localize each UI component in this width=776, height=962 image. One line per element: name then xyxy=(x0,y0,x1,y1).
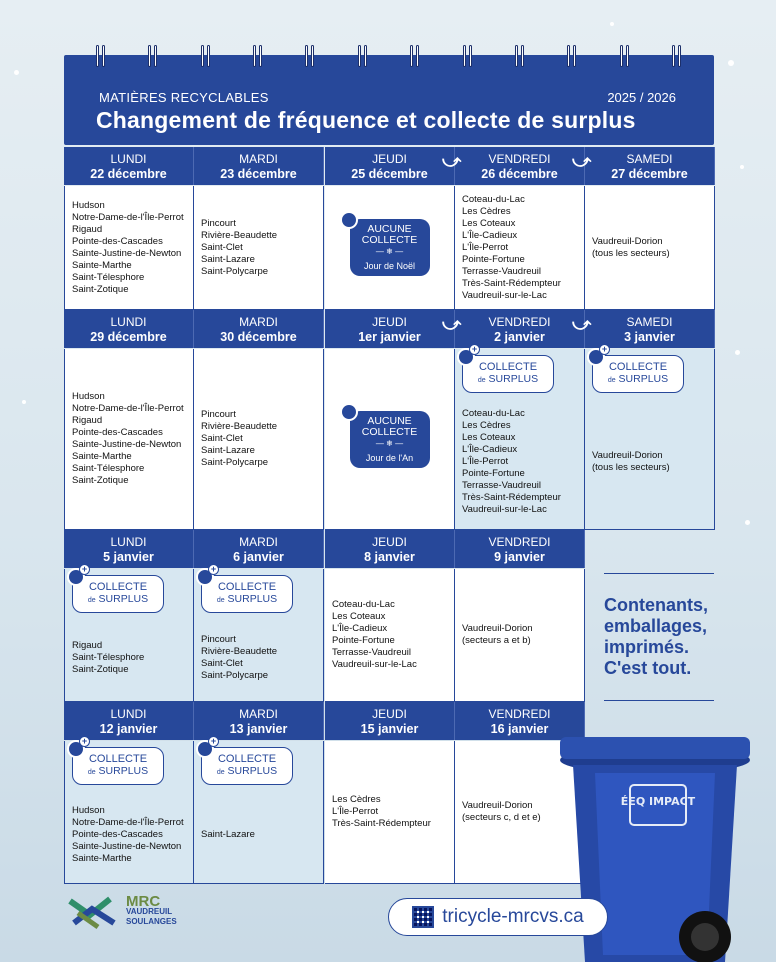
bin-brand: ÉEQ IMPACT xyxy=(620,795,696,808)
town-name: Pointe-des-Cascades xyxy=(72,829,163,840)
day-header xyxy=(64,530,194,568)
plus-icon: + xyxy=(469,344,480,355)
day-name: VENDREDI xyxy=(488,315,551,329)
day-header xyxy=(194,147,324,185)
day-cell xyxy=(325,741,455,884)
website-url[interactable]: tricycle-mrcvs.ca xyxy=(442,906,584,927)
town-name: Saint-Clet xyxy=(201,241,243,253)
day-cell xyxy=(64,349,194,530)
day-header xyxy=(194,530,324,568)
day-date: 23 décembre xyxy=(220,167,297,181)
town-name: Vaudreuil-Dorion xyxy=(592,235,663,247)
day-date: 13 janvier xyxy=(229,722,288,736)
day-header xyxy=(585,147,715,185)
town-name: L'Île-Cadieux xyxy=(332,623,388,634)
town-name: Pointe-Fortune xyxy=(332,635,395,646)
town-name: Pincourt xyxy=(201,217,236,229)
tagline-divider-top xyxy=(604,573,714,574)
day-date: 15 janvier xyxy=(360,722,419,736)
mrc-logo xyxy=(68,893,177,931)
town-name: Sainte-Justine-de-Newton xyxy=(72,247,182,259)
surplus-de: de xyxy=(216,769,225,776)
town-name: Saint-Zotique xyxy=(72,475,129,486)
surplus-collection-badge xyxy=(72,564,164,613)
surplus-de: de xyxy=(216,597,225,604)
day-header xyxy=(64,702,194,740)
no-collect-l2: COLLECTE xyxy=(361,425,418,438)
logo-mrc: MRC xyxy=(126,893,161,910)
town-name: Pincourt xyxy=(201,634,236,645)
surplus-l1: COLLECTE xyxy=(478,361,538,373)
town-name: Saint-Zotique xyxy=(72,283,129,295)
shift-arrow-icon: ⤻ xyxy=(572,314,592,334)
surplus-collection-badge xyxy=(201,564,293,613)
town-name: Saint-Télesphore xyxy=(72,652,145,663)
surplus-de: de xyxy=(87,769,96,776)
town-name: Les Cèdres xyxy=(462,420,511,431)
town-name: Notre-Dame-de-l'Île-Perrot xyxy=(72,403,184,414)
town-list xyxy=(201,829,316,841)
day-name: LUNDI xyxy=(110,535,147,549)
shift-arrow-icon: ⤻ xyxy=(572,151,592,171)
town-name: Pointe-Fortune xyxy=(462,468,525,479)
town-name: (secteurs a et b) xyxy=(462,635,531,646)
day-cell xyxy=(585,186,715,310)
town-list xyxy=(201,634,316,682)
town-name: Pincourt xyxy=(201,409,236,420)
town-name: L'Île-Perrot xyxy=(332,806,379,817)
bin-icon xyxy=(340,403,358,421)
day-name: SAMEDI xyxy=(626,315,673,329)
town-name: Très-Saint-Rédempteur xyxy=(462,277,561,289)
day-header xyxy=(325,147,455,185)
day-date: 30 décembre xyxy=(220,330,297,344)
town-list xyxy=(592,450,707,474)
town-name: (tous les secteurs) xyxy=(592,462,670,473)
day-cell xyxy=(64,564,194,702)
shift-arrow-icon: ⤻ xyxy=(442,151,462,171)
day-header xyxy=(64,310,194,348)
surplus-collection-badge xyxy=(462,344,554,393)
town-name: Saint-Lazare xyxy=(201,829,255,840)
town-name: Notre-Dame-de-l'Île-Perrot xyxy=(72,211,184,223)
kicker: MATIÈRES RECYCLABLES xyxy=(99,90,269,105)
town-list xyxy=(462,408,577,516)
town-list xyxy=(72,805,186,865)
town-name: Saint-Polycarpe xyxy=(201,670,269,681)
no-collection-badge xyxy=(350,411,430,468)
town-name: Sainte-Marthe xyxy=(72,259,132,271)
no-collect-l2: COLLECTE xyxy=(361,234,418,246)
surplus-l2: SURPLUS xyxy=(227,593,278,605)
snowflake-icon: — ❄ — xyxy=(375,438,404,448)
surplus-l2: SURPLUS xyxy=(98,593,149,605)
town-name: Saint-Télesphore xyxy=(72,463,145,474)
day-cell xyxy=(455,569,585,702)
town-name: Sainte-Justine-de-Newton xyxy=(72,841,182,852)
day-date: 16 janvier xyxy=(490,722,549,736)
town-name: Saint-Zotique xyxy=(72,664,129,675)
day-cell xyxy=(455,186,585,310)
qr-code-icon xyxy=(412,906,434,928)
surplus-collection-badge xyxy=(72,736,164,785)
surplus-l1: COLLECTE xyxy=(88,581,148,593)
town-list xyxy=(592,236,707,260)
day-cell xyxy=(194,349,324,530)
town-name: L'Île-Perrot xyxy=(462,241,509,253)
logo-line1: VAUDREUIL xyxy=(126,907,173,916)
no-collect-l1: AUCUNE xyxy=(367,414,412,427)
day-header xyxy=(585,310,715,348)
day-cell xyxy=(194,564,324,702)
plus-icon: + xyxy=(208,564,219,575)
surplus-l2: SURPLUS xyxy=(98,765,149,777)
town-name: L'Île-Cadieux xyxy=(462,229,518,241)
day-cell xyxy=(64,186,194,310)
day-name: VENDREDI xyxy=(488,152,551,166)
town-name: Coteau-du-Lac xyxy=(462,408,525,419)
town-name: Pointe-des-Cascades xyxy=(72,427,163,438)
surplus-l2: SURPLUS xyxy=(227,765,278,777)
day-date: 1er janvier xyxy=(358,330,421,344)
town-name: Très-Saint-Rédempteur xyxy=(332,818,431,829)
plus-icon: + xyxy=(79,736,90,747)
town-list xyxy=(462,623,577,647)
day-date: 27 décembre xyxy=(611,167,688,181)
day-header xyxy=(194,310,324,348)
town-name: Vaudreuil-sur-le-Lac xyxy=(462,504,547,515)
town-name: Saint-Polycarpe xyxy=(201,457,269,468)
tagline-line: emballages, xyxy=(604,616,708,636)
town-name: Terrasse-Vaudreuil xyxy=(332,647,412,658)
day-cell xyxy=(64,736,194,884)
town-name: Les Coteaux xyxy=(462,432,516,443)
day-date: 6 janvier xyxy=(233,550,284,564)
day-date: 25 décembre xyxy=(351,167,428,181)
town-name: Hudson xyxy=(72,805,105,816)
town-name: Terrasse-Vaudreuil xyxy=(462,265,542,277)
holiday-name: Jour de l'An xyxy=(365,452,414,463)
surplus-l2: SURPLUS xyxy=(488,373,539,385)
day-date: 8 janvier xyxy=(364,550,415,564)
town-name: (secteurs c, d et e) xyxy=(462,812,541,823)
town-name: Coteau-du-Lac xyxy=(332,599,395,610)
day-date: 22 décembre xyxy=(90,167,167,181)
day-date: 26 décembre xyxy=(481,167,558,181)
town-list xyxy=(72,200,186,296)
town-name: Rigaud xyxy=(72,223,103,235)
page-title: Changement de fréquence et collecte de surplus xyxy=(96,107,636,133)
surplus-l1: COLLECTE xyxy=(608,361,668,373)
no-collect-l1: AUCUNE xyxy=(367,223,412,235)
surplus-de: de xyxy=(607,377,616,384)
day-date: 29 décembre xyxy=(90,330,167,344)
logo-line2: SOULANGES xyxy=(126,917,177,926)
day-name: MARDI xyxy=(239,535,278,549)
surplus-collection-badge xyxy=(592,344,684,393)
town-name: Sainte-Marthe xyxy=(72,451,132,462)
town-name: Rigaud xyxy=(72,640,103,651)
no-collection-badge xyxy=(350,219,430,276)
town-list xyxy=(201,218,316,278)
town-name: Les Cèdres xyxy=(462,205,511,217)
day-name: VENDREDI xyxy=(488,707,551,721)
tagline xyxy=(604,595,708,679)
town-name: Saint-Lazare xyxy=(201,445,255,456)
town-name: Très-Saint-Rédempteur xyxy=(462,492,561,503)
town-name: Rivière-Beaudette xyxy=(201,229,278,241)
town-name: Sainte-Justine-de-Newton xyxy=(72,439,182,450)
day-name: SAMEDI xyxy=(626,152,673,166)
plus-icon: + xyxy=(599,344,610,355)
tagline-line: imprimés. xyxy=(604,637,690,657)
day-date: 9 janvier xyxy=(494,550,545,564)
day-name: JEUDI xyxy=(372,535,407,549)
binder-rings xyxy=(64,45,714,75)
surplus-de: de xyxy=(87,597,96,604)
day-name: JEUDI xyxy=(372,707,407,721)
day-date: 12 janvier xyxy=(99,722,158,736)
surplus-l1: COLLECTE xyxy=(88,753,148,765)
surplus-collection-badge xyxy=(201,736,293,785)
day-date: 2 janvier xyxy=(494,330,545,344)
day-name: MARDI xyxy=(239,707,278,721)
day-date: 3 janvier xyxy=(624,330,675,344)
town-name: Pointe-des-Cascades xyxy=(72,235,163,247)
surplus-l2: SURPLUS xyxy=(618,373,669,385)
day-cell xyxy=(325,186,455,310)
town-list xyxy=(332,794,447,830)
day-name: JEUDI xyxy=(372,315,407,329)
town-list xyxy=(72,391,186,487)
day-header xyxy=(325,310,455,348)
town-name: Les Coteaux xyxy=(462,217,516,229)
town-name: Vaudreuil-sur-le-Lac xyxy=(462,289,547,301)
town-name: Saint-Télesphore xyxy=(72,271,145,283)
day-name: LUNDI xyxy=(110,707,147,721)
surplus-l1: COLLECTE xyxy=(217,753,277,765)
day-cell xyxy=(585,344,715,530)
tagline-line: C'est tout. xyxy=(604,658,692,678)
day-name: MARDI xyxy=(239,152,278,166)
town-name: Saint-Clet xyxy=(201,433,243,444)
day-header xyxy=(455,147,585,185)
day-date: 5 janvier xyxy=(103,550,154,564)
town-name: Notre-Dame-de-l'Île-Perrot xyxy=(72,817,184,828)
tagline-line: Contenants, xyxy=(604,595,709,615)
town-name: Vaudreuil-Dorion xyxy=(592,450,663,461)
town-name: Saint-Polycarpe xyxy=(201,265,269,277)
town-name: L'Île-Perrot xyxy=(462,456,509,467)
day-header xyxy=(64,147,194,185)
day-cell xyxy=(455,344,585,530)
plus-icon: + xyxy=(208,736,219,747)
day-cell xyxy=(325,349,455,530)
town-name: Saint-Clet xyxy=(201,658,243,669)
town-list xyxy=(462,194,577,302)
plus-icon: + xyxy=(79,564,90,575)
surplus-l1: COLLECTE xyxy=(217,581,277,593)
day-cell xyxy=(194,736,324,884)
town-list xyxy=(72,640,186,676)
town-name: Rigaud xyxy=(72,415,103,426)
town-list xyxy=(201,409,316,469)
town-name: (tous les secteurs) xyxy=(592,247,670,259)
town-name: Coteau-du-Lac xyxy=(462,193,525,205)
day-cell xyxy=(325,569,455,702)
town-name: Saint-Lazare xyxy=(201,253,255,265)
day-header xyxy=(455,310,585,348)
town-name: Pointe-Fortune xyxy=(462,253,525,265)
tagline-divider-bottom xyxy=(604,700,714,701)
day-name: JEUDI xyxy=(372,152,407,166)
day-header xyxy=(325,530,455,568)
day-name: MARDI xyxy=(239,315,278,329)
day-header xyxy=(194,702,324,740)
bin-icon xyxy=(340,211,358,229)
town-name: Hudson xyxy=(72,391,105,402)
day-cell xyxy=(194,186,324,310)
town-name: Vaudreuil-Dorion xyxy=(462,800,533,811)
shift-arrow-icon: ⤻ xyxy=(442,314,462,334)
town-name: Hudson xyxy=(72,199,105,211)
town-name: Les Cèdres xyxy=(332,794,381,805)
holiday-name: Jour de Noël xyxy=(363,261,416,271)
website-link[interactable] xyxy=(388,898,608,936)
day-name: LUNDI xyxy=(110,152,147,166)
surplus-de: de xyxy=(477,377,486,384)
town-name: Sainte-Marthe xyxy=(72,853,132,864)
mrc-mark-icon xyxy=(68,893,120,931)
snowflake-icon: — ❄ — xyxy=(375,247,404,256)
town-list xyxy=(332,599,447,671)
day-name: VENDREDI xyxy=(488,535,551,549)
town-name: Rivière-Beaudette xyxy=(201,646,278,657)
town-name: Vaudreuil-Dorion xyxy=(462,623,533,634)
town-name: Les Coteaux xyxy=(332,611,386,622)
town-name: Rivière-Beaudette xyxy=(201,421,278,432)
town-name: L'Île-Cadieux xyxy=(462,444,518,455)
day-header xyxy=(325,702,455,740)
year: 2025 / 2026 xyxy=(607,90,676,105)
town-name: Vaudreuil-sur-le-Lac xyxy=(332,659,417,670)
day-header xyxy=(455,530,585,568)
town-name: Terrasse-Vaudreuil xyxy=(462,480,542,491)
day-name: LUNDI xyxy=(110,315,147,329)
